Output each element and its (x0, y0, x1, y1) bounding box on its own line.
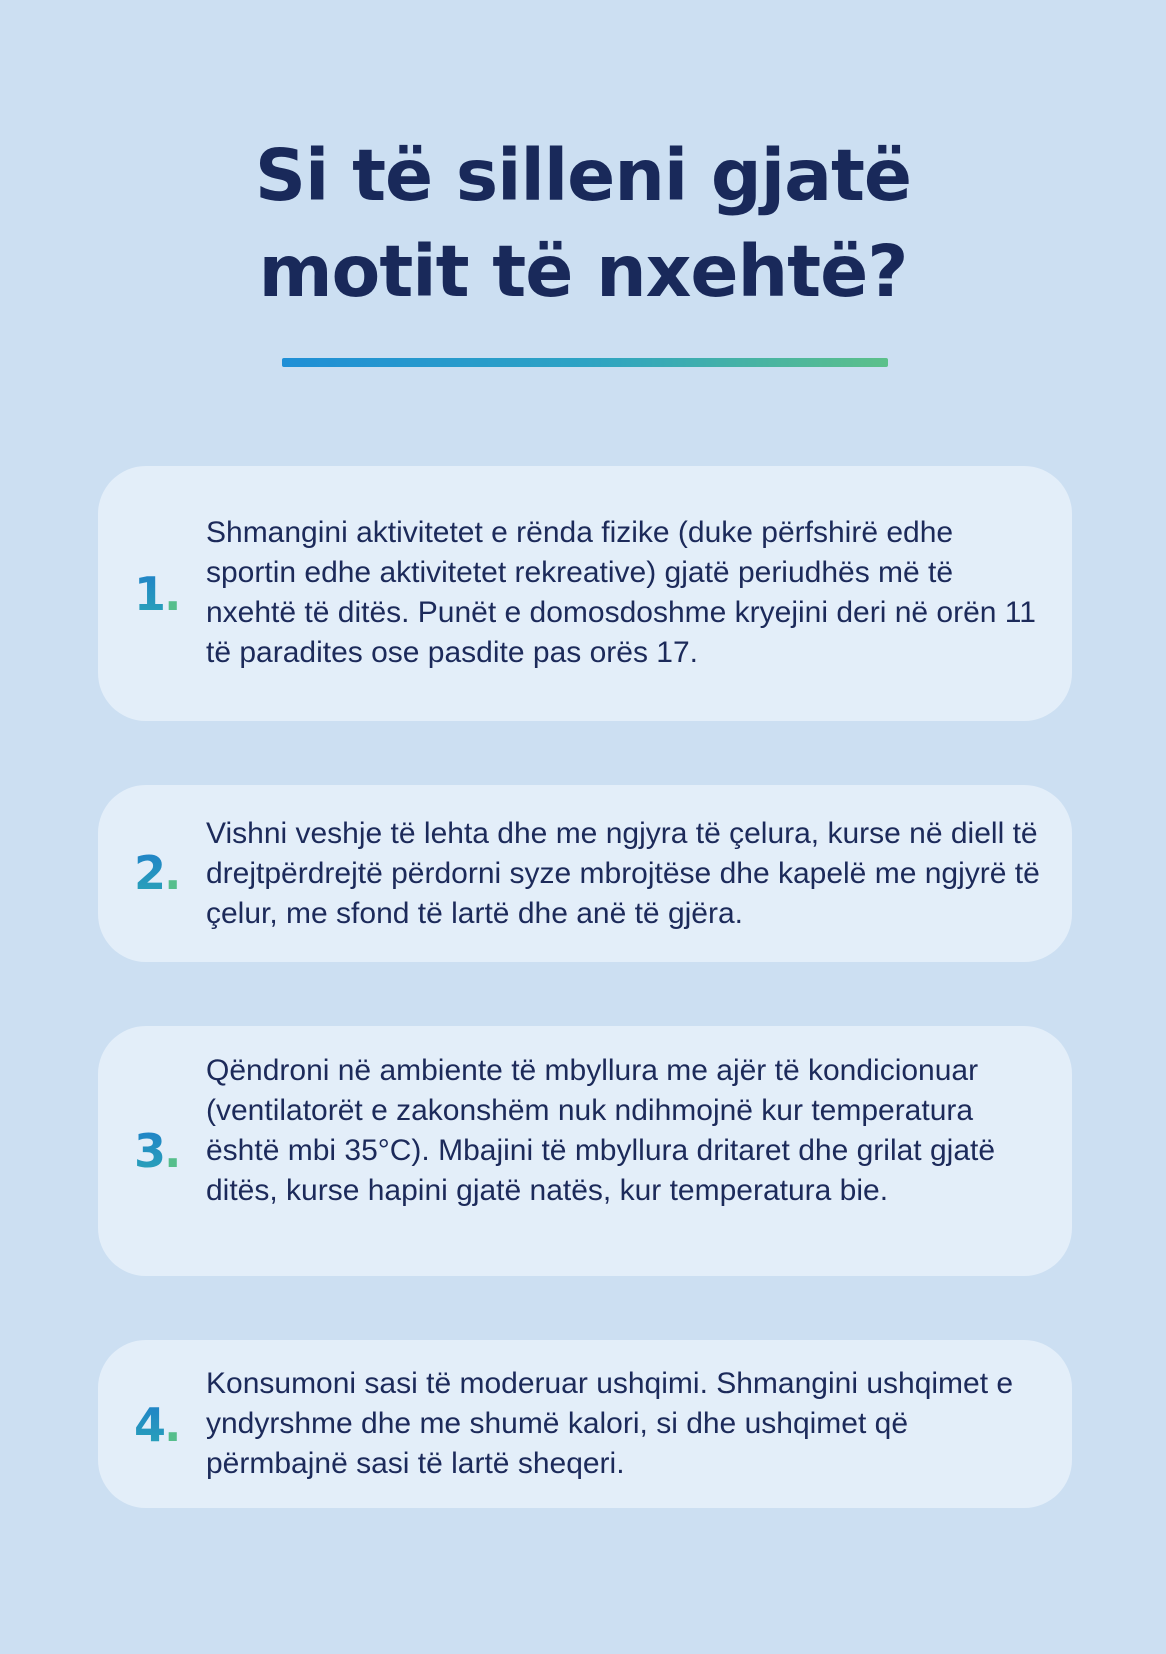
tip-text-4: Konsumoni sasi të moderuar ushqimi. Shmangini ushqimet e yndyrshme dhe me shumë kalori, si dhe ushqimet që përmbajnë sasi të lartë sheqeri. (206, 1367, 1014, 1480)
tip-number-2: 2. (134, 846, 180, 900)
tip-text-3: Qëndroni në ambiente të mbyllura me ajër të kondicionuar (ventilatorët e zakonshëm nuk ndihmojnë kur temperatura është mbi 35°C). Mbajini të mbyllura dritaret dhe grilat gjatë ditës, kurse hapini gjatë natës, kur temperatura bie. (206, 1054, 996, 1207)
tip-text-2: Vishni veshje të lehta dhe me ngjyra të çelura, kurse në diell të drejtpërdrejtë përdorni syze mbrojtëse dhe kapelë me ngjyrë të çelur, me sfond të lartë dhe anë të gjëra. (206, 817, 1040, 930)
tip-number-4: 4. (134, 1398, 180, 1452)
tip-text-1: Shmangini aktivitetet e rënda fizike (duke përfshirë edhe sportin edhe aktivitetet rekreative) gjatë periudhës më të nxehtë të ditës. Punët e domosdoshme kryejini deri në orën 11 të paradites ose pasdite pas orës 17. (206, 516, 1036, 669)
page-title (0, 128, 1166, 320)
tip-card-2 (98, 785, 1072, 962)
tip-card-4 (98, 1340, 1072, 1508)
tip-card-3 (98, 1026, 1072, 1276)
tip-number-1: 1. (134, 567, 180, 621)
page-title-line-1: Si të silleni gjatë (254, 134, 912, 217)
tip-number-3: 3. (134, 1124, 180, 1178)
page-title-line-2: motit të nxehtë? (258, 230, 908, 313)
tip-card-1 (98, 466, 1072, 721)
title-divider (282, 358, 888, 367)
